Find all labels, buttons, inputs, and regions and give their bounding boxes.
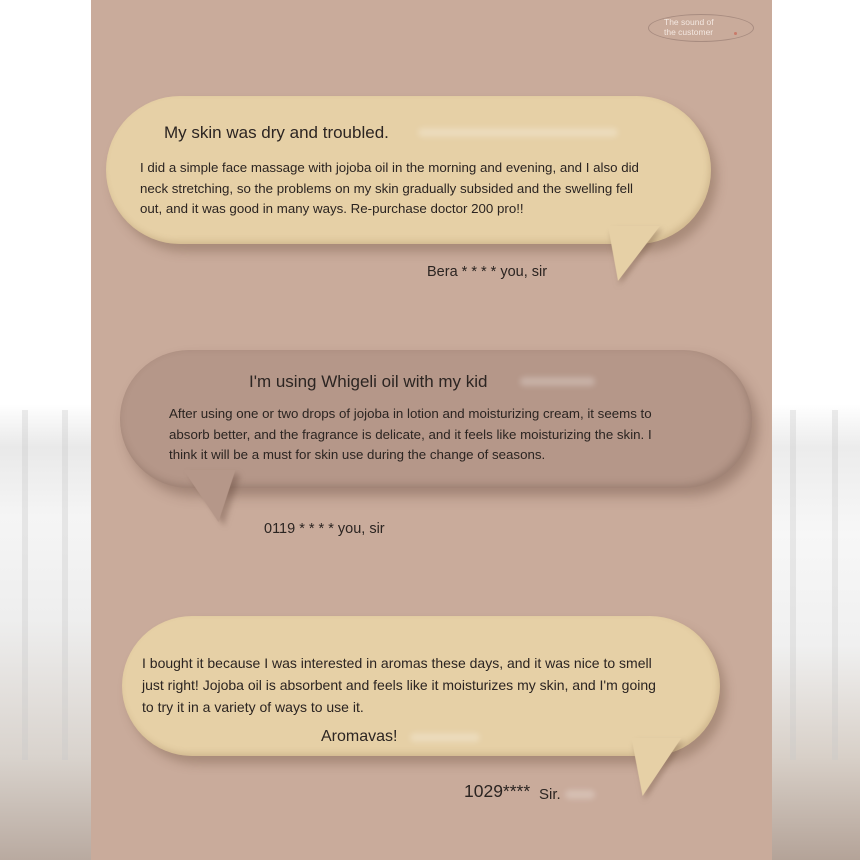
curtain-fold (790, 410, 796, 760)
curtain-fold (832, 410, 838, 760)
blurred-text (565, 790, 595, 799)
background-window-right (772, 0, 860, 860)
review-signer-title: Sir. (539, 786, 561, 803)
review-title: My skin was dry and troubled. (164, 123, 389, 142)
review-text: I did a simple face massage with jojoba oil in the morning and evening, and I also did neck stretching, so the problems on my skin gradually subsided and the swelling fell out, and it was good in many ways. Re-purchase doctor 200 pro!! (140, 160, 639, 216)
curtain-fold (22, 410, 28, 760)
review-text: After using one or two drops of jojoba in lotion and moisturizing cream, it seems to absorb better, and the fragrance is delicate, and it feels like moisturizing the skin. I think it will be a must for skin use during the change of seasons. (169, 406, 652, 462)
blurred-text (520, 377, 595, 386)
review-signer-id: 1029**** (464, 781, 531, 801)
blurred-text (410, 733, 480, 742)
badge-dot (734, 32, 737, 35)
review-signer: 0119 * * * * you, sir (264, 521, 385, 537)
customer-voice-badge (648, 14, 754, 42)
background-window-left (0, 0, 91, 860)
badge-line-2: the customer (664, 27, 714, 37)
review-title: I'm using Whigeli oil with my kid (249, 372, 488, 391)
review-text: I bought it because I was interested in aromas these days, and it was nice to smell just right! Jojoba oil is absorbent and feels like it moisturizes my skin, and I'm going to try it in a variety of ways to use it. (142, 655, 656, 715)
badge-line-1: The sound of (664, 17, 714, 27)
curtain-fold (62, 410, 68, 760)
review-signer: Bera * * * * you, sir (427, 264, 548, 280)
blurred-text (418, 128, 618, 137)
review-closing: Aromavas! (321, 728, 398, 745)
badge-text (664, 17, 714, 37)
